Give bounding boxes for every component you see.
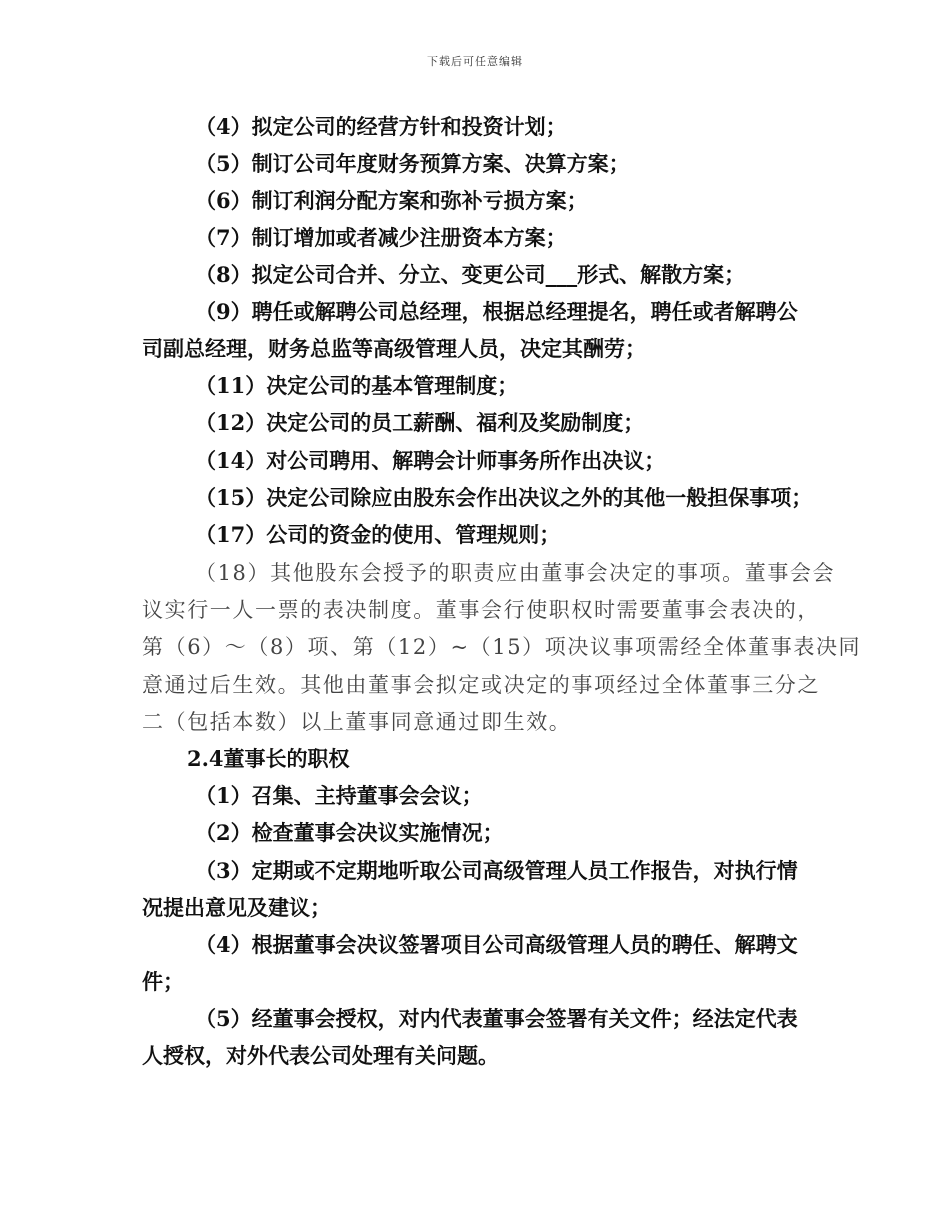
chairman-item-4-line2: 件； (142, 969, 184, 994)
page-header: 下载后可任意编辑 (427, 55, 523, 68)
board-item-15: （15）决定公司除应由股东会作出决议之外的其他一般担保事项； (195, 485, 813, 510)
board-item-5: （5）制订公司年度财务预算方案、决算方案； (195, 151, 630, 176)
chairman-item-2: （2）检查董事会决议实施情况； (195, 820, 504, 845)
item-18-line4: 意通过后生效。其他由董事会拟定或决定的事项经过全体董事三分之 (142, 673, 820, 697)
item-18-line2: 议实行一人一票的表决制度。董事会行使职权时需要董事会表决的， (142, 598, 820, 622)
board-item-9-line2: 司副总经理，财务总监等高级管理人员，决定其酬劳； (142, 336, 646, 361)
chairman-item-5-line1: （5）经董事会授权，对内代表董事会签署有关文件；经法定代表 (195, 1006, 798, 1031)
section-title: 2.4董事长的职权 (187, 746, 350, 771)
chairman-item-5-line2: 人授权，对外代表公司处理有关问题。 (142, 1043, 499, 1068)
chairman-item-4-line1: （4）根据董事会决议签署项目公司高级管理人员的聘任、解聘文 (195, 932, 798, 957)
board-item-6: （6）制订利润分配方案和弥补亏损方案； (195, 188, 588, 213)
board-item-4: （4）拟定公司的经营方针和投资计划； (195, 114, 567, 139)
chairman-item-1: （1）召集、主持董事会会议； (195, 783, 483, 808)
board-item-12: （12）决定公司的员工薪酬、福利及奖励制度； (195, 410, 645, 435)
board-item-9-line1: （9）聘任或解聘公司总经理，根据总经理提名，聘任或者解聘公 (195, 299, 798, 324)
item-18-line1: （18）其他股东会授予的职责应由董事会决定的事项。董事会会 (195, 561, 836, 585)
board-item-14: （14）对公司聘用、解聘会计师事务所作出决议； (195, 448, 666, 473)
board-item-8: （8）拟定公司合并、分立、变更公司___形式、解散方案； (195, 262, 746, 287)
board-item-11: （11）决定公司的基本管理制度； (195, 373, 519, 398)
chairman-item-3-line1: （3）定期或不定期地听取公司高级管理人员工作报告，对执行情 (195, 858, 798, 883)
item-18-line3: 第（6）～（8）项、第（12）~（15）项决议事项需经全体董事表决同 (142, 635, 862, 659)
chairman-item-3-line2: 况提出意见及建议； (142, 895, 331, 920)
item-18-line5: 二（包括本数）以上董事同意通过即生效。 (142, 710, 572, 734)
board-item-17: （17）公司的资金的使用、管理规则； (195, 522, 561, 547)
board-item-7: （7）制订增加或者减少注册资本方案； (195, 225, 567, 250)
